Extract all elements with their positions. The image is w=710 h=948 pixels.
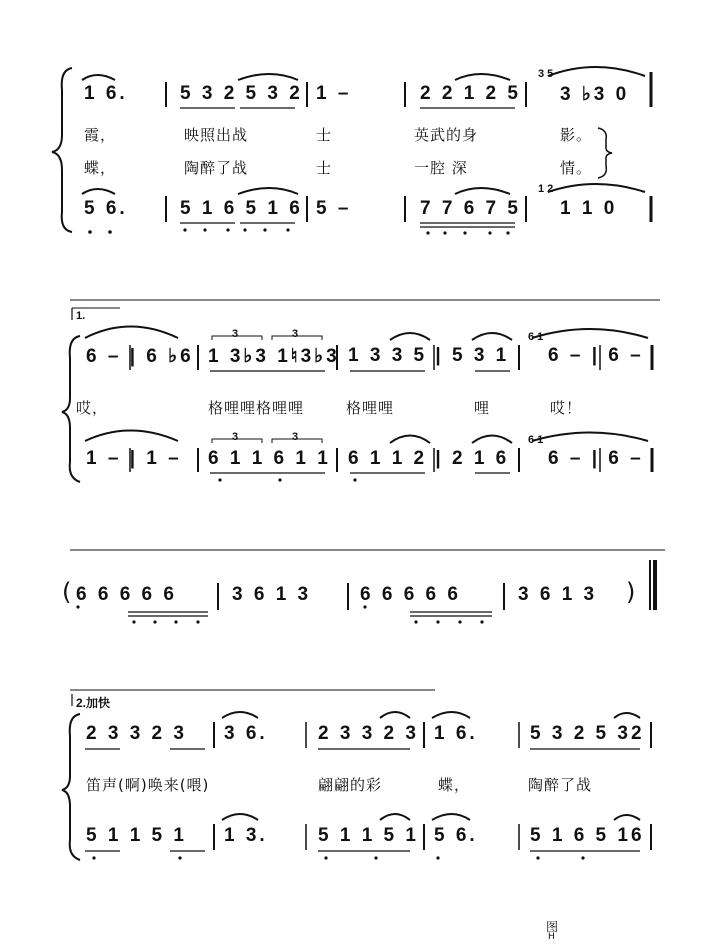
s1-melody-m4: 2 2 1 2 5: [420, 83, 521, 104]
s4-melody-m1: 2 3 3 2 3: [86, 723, 187, 744]
s2-lyric-w3: 格哩哩: [346, 399, 395, 417]
s4-lyric-w2: 翩翩的彩: [318, 776, 383, 794]
s4-lyric-w4: 陶醉了战: [528, 776, 593, 794]
s2-harmony-m4: 6 – | 6 –: [548, 448, 644, 469]
s2-ending-label: 1.: [76, 310, 86, 322]
s1-lyric2-w3: 士: [316, 159, 333, 177]
s3-open-paren: (: [62, 578, 72, 606]
s4-melody-m5: 5 3 2 5 32: [530, 723, 645, 744]
s1-lyric1-w4: 英武的身: [414, 126, 479, 144]
s2-grace-note: 6 1: [528, 331, 544, 343]
s4-harmony-m2: 1 3.: [224, 825, 268, 846]
s1-melody-m3: 1 –: [316, 83, 352, 104]
s2-lyric-w5: 哎！: [550, 399, 583, 417]
s2-harmony-m3: 6 1 1 2 | 2 1 6: [348, 448, 510, 469]
s2-melody-m2: 1 3♭3 1♮3♭3: [208, 346, 340, 367]
s1-lyric1-w5: 影。: [560, 126, 593, 144]
tie: [82, 75, 115, 80]
s4-ending-label: 2.加快: [76, 696, 111, 710]
s2-melody-m4: 6 – | 6 –: [548, 345, 644, 366]
s1-lyric1-w3: 士: [316, 126, 333, 144]
s1-grace-note: 3 5: [538, 68, 554, 80]
s2-harmony-grace: 6 1: [528, 434, 544, 446]
s1-melody-m1: 1 6.: [84, 83, 128, 104]
s1-melody-m2: 5 3 2 5 3 2: [180, 83, 303, 104]
s1-lyric2-w2: 陶醉了战: [184, 159, 249, 177]
s4-melody-m4: 1 6.: [434, 723, 478, 744]
s1-lyric1-w1: 霞，: [84, 126, 117, 144]
s1-harmony-grace: 1 2: [538, 183, 554, 195]
s2-melody-m1: 6 – | 6 ♭6: [86, 346, 194, 367]
s4-lyric-w3: 蝶，: [438, 776, 471, 794]
s2-lyric-w4: 哩: [474, 399, 491, 417]
s1-melody-m5: 3 ♭3 0: [560, 84, 630, 105]
s1-lyric2-w5: 情。: [560, 159, 593, 177]
s3-close-paren: ): [626, 578, 636, 606]
s2-triplet-a: 3: [232, 328, 239, 340]
s3-measure-3: 6 6 6 6 6: [360, 584, 461, 605]
s4-lyric-w1: 笛声(啊)唤来(喂): [86, 776, 210, 794]
s1-lyric2-w4: 一腔 深: [414, 159, 468, 177]
s4-harmony-m4: 5 6.: [434, 825, 478, 846]
s1-lyric1-w2: 映照出战: [184, 126, 249, 144]
s4-harmony-m1: 5 1 1 5 1: [86, 825, 187, 846]
s2-harmony-triplet-b: 3: [292, 431, 299, 443]
s2-harmony-m1: 1 – | 1 –: [86, 448, 182, 469]
s2-harmony-m2: 6 1 1 6 1 1: [208, 448, 331, 469]
s1-harmony-m3: 5 –: [316, 198, 352, 219]
s4-harmony-m5: 5 1 6 5 16: [530, 825, 645, 846]
s2-harmony-triplet-a: 3: [232, 431, 239, 443]
s1-harmony-m2: 5 1 6 5 1 6: [180, 198, 303, 219]
s1-lyric2-w1: 蝶，: [84, 159, 117, 177]
page-mark-sub: H: [548, 932, 555, 942]
s3-measure-2: 3 6 1 3: [232, 584, 312, 605]
brace-section1: [52, 68, 72, 232]
s2-lyric-w1: 哎，: [76, 399, 109, 417]
s1-harmony-m4: 7 7 6 7 5: [420, 198, 521, 219]
s2-melody-m3: 1 3 3 5 | 5 3 1: [348, 345, 510, 366]
s1-harmony-m1: 5 6.: [84, 198, 128, 219]
s2-triplet-b: 3: [292, 328, 299, 340]
s4-harmony-m3: 5 1 1 5 1: [318, 825, 419, 846]
s4-melody-m2: 3 6.: [224, 723, 268, 744]
s4-melody-m3: 2 3 3 2 3: [318, 723, 419, 744]
s2-lyric-w2: 格哩哩格哩哩: [208, 399, 305, 417]
page-mark: 图: [546, 920, 559, 934]
s3-measure-4: 3 6 1 3: [518, 584, 598, 605]
s3-measure-1: 6 6 6 6 6: [76, 584, 177, 605]
s1-harmony-m5: 1 1 0: [560, 198, 618, 219]
